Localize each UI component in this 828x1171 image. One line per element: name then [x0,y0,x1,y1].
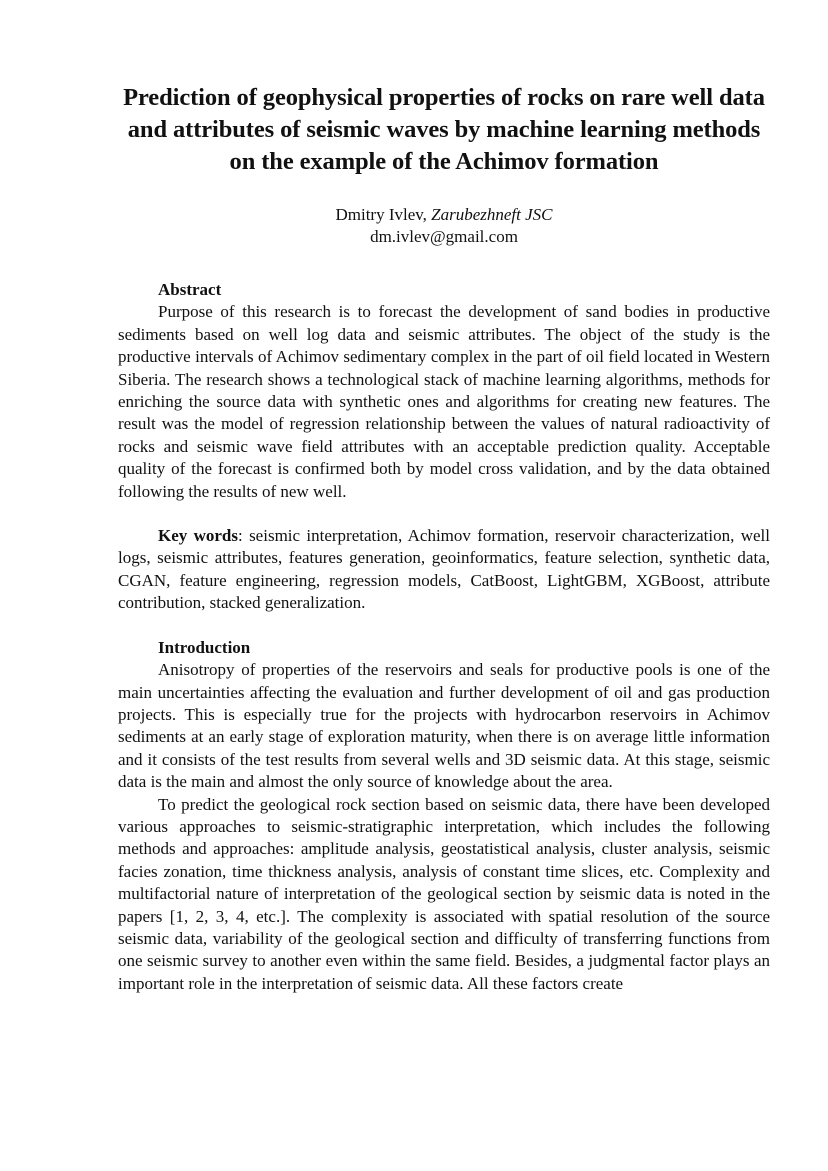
paper-title: Prediction of geophysical properties of rocks on rare well data and attributes of seismic waves by machine learning methods on the example of the Achimov formation [123,84,765,175]
author-block [118,204,770,248]
keywords-paragraph [118,525,770,615]
keywords-text: seismic interpretation, Achimov formation, reservoir characterization, well logs, seismic attributes, features generation, geoinformatics, feature selection, synthetic data, CGAN, feature engineering, regression models, CatBoost, LightGBM, XGBoost, attribute contribution, stacked generalization. [118,526,770,613]
intro-paragraph-2: To predict the geological rock section based on seismic data, there have been developed various approaches to seismic-stratigraphic interpretation, which includes the following methods and approaches: amplitude analysis, geostatistical analysis, cluster analysis, seismic facies zonation, time thickness analysis, analysis of constant time slices, etc. Complexity and multifactorial nature of interpretation of the geological section by seismic data is noted in the papers [1, 2, 3, 4, etc.]. The complexity is associated with spatial resolution of the source seismic data, variability of the geological section and difficulty of transferring functions from one seismic survey to another even within the same field. Besides, a judgmental factor plays an important role in the interpretation of seismic data. All these factors create [118,794,770,993]
introduction-section [118,637,770,996]
abstract-section [118,279,770,503]
introduction-heading: Introduction [158,637,251,657]
keywords-label: Key words [158,526,238,546]
author-line [118,204,770,226]
author-name: Dmitry Ivlev, [335,205,432,224]
abstract-text: Purpose of this research is to forecast the development of sand bodies in productive sediments based on well log data and seismic attributes. The object of the study is the productive intervals of Achimov sedimentary complex in the part of oil field located in Western Siberia. The research shows a technological stack of machine learning algorithms, methods for enriching the source data with synthetic ones and algorithms for creating new features. The result was the model of regression relationship between the values of natural radioactivity of rocks and seismic wave field attributes with an acceptable prediction quality. Acceptable quality of the forecast is confirmed both by model cross validation, and by the data obtained following the results of new well. [118,302,770,501]
abstract-heading: Abstract [158,280,222,299]
author-email: dm.ivlev@gmail.com [370,227,518,246]
paper-page [118,82,770,995]
keywords-section [118,525,770,615]
author-affiliation: Zarubezhneft JSC [431,205,553,224]
keywords-colon: : [238,526,243,546]
intro-paragraph-1: Anisotropy of properties of the reservoirs and seals for productive pools is one of the main uncertainties affecting the evaluation and further development of oil and gas production projects. This is especially true for the projects with hydrocarbon reservoirs in Achimov sediments at an early stage of exploration maturity, when there is on average little information and it consists of the test results from several wells and 3D seismic data. At this stage, seismic data is the main and almost the only source of knowledge about the area. [118,660,770,792]
